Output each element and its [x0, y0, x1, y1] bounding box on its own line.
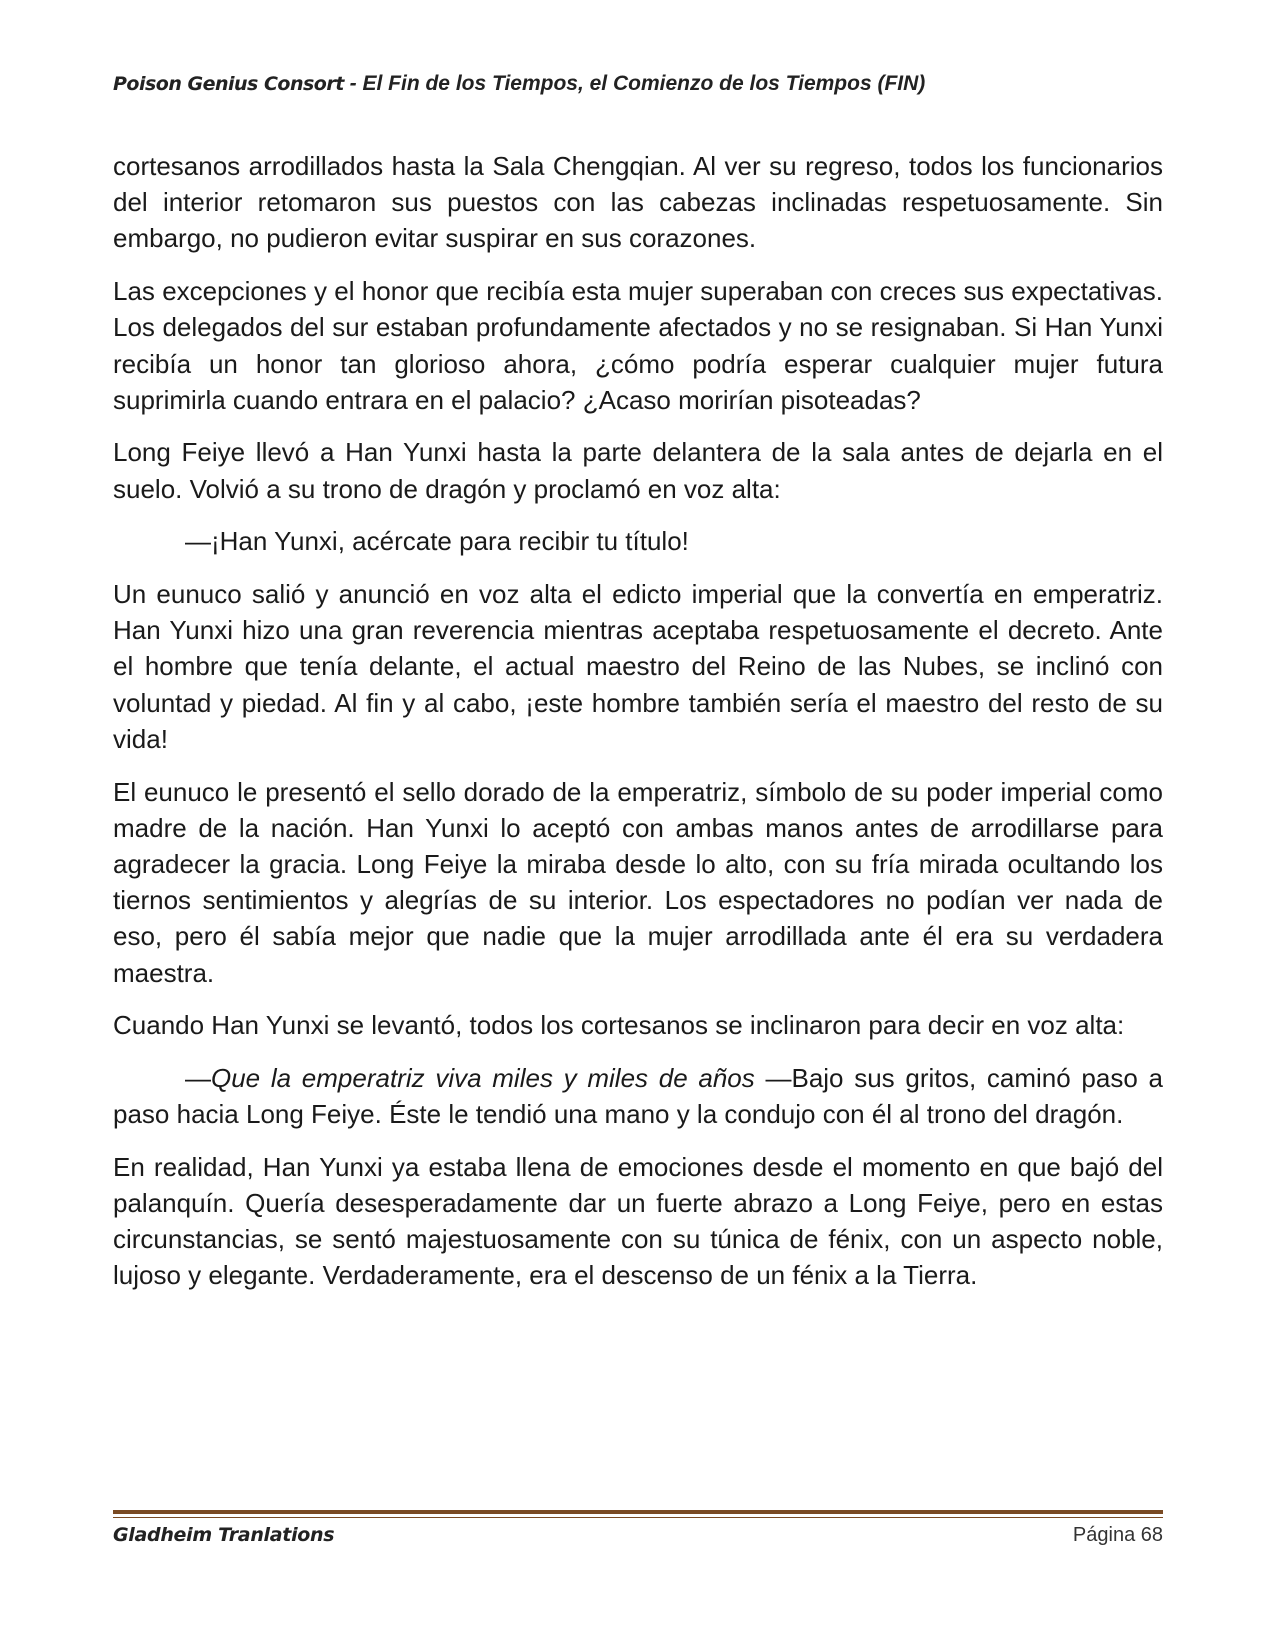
dialogue-paragraph: —¡Han Yunxi, acércate para recibir tu título! [185, 526, 689, 557]
dialogue-dash: — [185, 1062, 211, 1093]
paragraph: Un eunuco salió y anunció en voz alta el edicto imperial que la convertía en emperatriz. Han Yunxi hizo una gran reverencia mientras aceptaba respetuosamente el decreto. Ante el hombre que tenía delante, el actual maestro del Reino de las Nubes, se inclinó con voluntad y piedad. Al fin y al cabo, ¡este hombre también sería el maestro del resto de su vida! [113, 579, 1163, 754]
series-title: Poison Genius Consort [113, 73, 344, 95]
footer-credit: Gladheim Tranlations [113, 1524, 335, 1546]
paragraph: Cuando Han Yunxi se levantó, todos los cortesanos se inclinaron para decir en voz alta: [113, 1010, 1125, 1041]
paragraph: El eunuco le presentó el sello dorado de la emperatriz, símbolo de su poder imperial como madre de la nación. Han Yunxi lo aceptó con ambas manos antes de arrodillarse para agradecer la gracia. Long Feiye la miraba desde lo alto, con su fría mirada ocultando los tiernos sentimientos y alegrías de su interior. Los espectadores no podían ver nada de eso, pero él sabía mejor que nadie que la mujer arrodillada ante él era su verdadera maestra. [113, 776, 1163, 988]
dialogue-paragraph [113, 1060, 1163, 1132]
paragraph: cortesanos arrodillados hasta la Sala Chengqian. Al ver su regreso, todos los funcionarios del interior retomaron sus puestos con las cabezas inclinadas respetuosamente. Sin embargo, no pudieron evitar suspirar en sus corazones. [113, 151, 1163, 254]
dialogue-italic: Que la emperatriz viva miles y miles de años [211, 1062, 755, 1093]
page-number: Página 68 [1072, 1524, 1163, 1546]
page-header [113, 72, 1163, 96]
paragraph: Las excepciones y el honor que recibía esta mujer superaban con creces sus expectativas. Los delegados del sur estaban profundamente afectados y no se resignaban. Si Han Yunxi recibía un honor tan glorioso ahora, ¿cómo podría esperar cualquier mujer futura suprimirla cuando entrara en el palacio? ¿Acaso morirían pisoteadas? [113, 276, 1163, 415]
dialogue-rest: —Bajo sus gritos, caminó paso a paso hacia Long Feiye. Éste le tendió una mano y la condujo con él al trono del dragón. [113, 1062, 1163, 1130]
footer-rule-thick [113, 1510, 1163, 1514]
chapter-title: - El Fin de los Tiempos, el Comienzo de los Tiempos (FIN) [343, 72, 926, 95]
paragraph: Long Feiye llevó a Han Yunxi hasta la parte delantera de la sala antes de dejarla en el suelo. Volvió a su trono de dragón y proclamó en voz alta: [113, 437, 1163, 504]
footer-rule-thin [113, 1517, 1163, 1518]
paragraph: En realidad, Han Yunxi ya estaba llena de emociones desde el momento en que bajó del palanquín. Quería desesperadamente dar un fuerte abrazo a Long Feiye, pero en estas circunstancias, se sentó majestuosamente con su túnica de fénix, con un aspecto noble, lujoso y elegante. Verdaderamente, era el descenso de un fénix a la Tierra. [113, 1151, 1163, 1291]
body-text [113, 148, 1163, 1310]
